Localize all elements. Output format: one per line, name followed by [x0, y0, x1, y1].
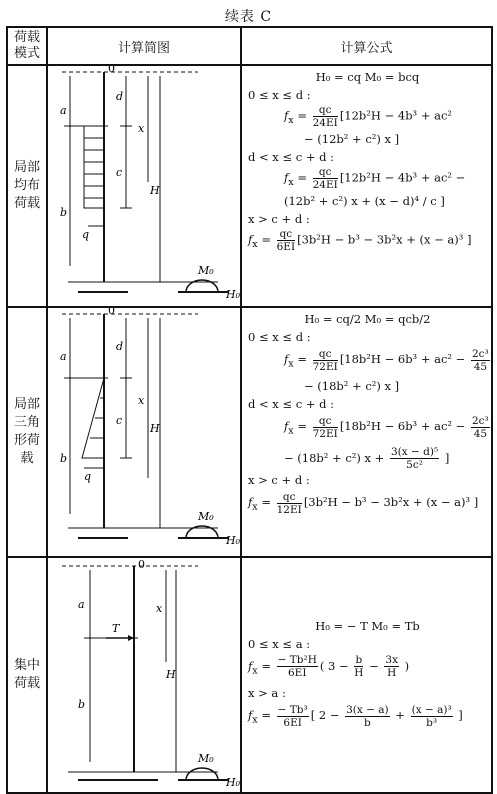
formula-line: $f_x$ = $\frac{qc}{72EI}$ [18b²H − 6b³ + ac² − $\frac{\text{2c³}}{45}$ [284, 347, 489, 373]
formula-line: x > c + d : [248, 211, 310, 226]
formula-line: x > c + d : [248, 473, 310, 488]
label-c: c [116, 166, 123, 179]
mode-cell [7, 65, 47, 307]
diagram-cell [47, 65, 241, 307]
formula-line: H₀ = cq/2 M₀ = qcb/2 [304, 312, 431, 326]
label-d: d [116, 90, 124, 103]
label-H: H [150, 184, 160, 197]
row-triangular-load [7, 307, 492, 557]
table-caption: 续表 C [224, 9, 273, 25]
formula-cell [241, 307, 492, 557]
formula-line: d < x ≤ c + d : [248, 149, 335, 164]
label-x: x [138, 122, 145, 135]
formula-line: H₀ = cq M₀ = bcq [315, 70, 420, 84]
label-H0: H₀ [226, 288, 241, 301]
label-x: x [138, 394, 145, 407]
formula-line: − (12b² + c²) x ] [304, 131, 400, 146]
moment-arc [186, 768, 218, 780]
label-c: c [116, 414, 123, 427]
label-b: b [78, 698, 86, 711]
row-point-load [7, 557, 492, 793]
mode-label: 局部 均布 荷载 [13, 160, 40, 211]
formula-line: $f_x$ = $\frac{\text{− Tb²H}}{6EI}$ ( 3 − $\frac{b}{H}$ − $\frac{3x}{H}$ ) [248, 654, 410, 680]
origin-label: 0 [138, 558, 145, 571]
point-load-diagram [48, 558, 242, 788]
label-x: x [156, 602, 163, 615]
triangular-load-diagram [48, 308, 242, 552]
formula-line: − (18b² + c²) x + $\frac{\text{3(x − d)⁵}}{\text{5c²}}$ ] [284, 446, 450, 472]
formula-line: H₀ = − T M₀ = Tb [315, 618, 420, 633]
uniform-load-diagram [48, 66, 242, 302]
header-row [7, 27, 492, 65]
formula-line: 0 ≤ x ≤ a : [248, 636, 311, 651]
formula-line: x > a : [248, 686, 286, 700]
label-d: d [116, 340, 124, 353]
header-mode [7, 27, 47, 65]
formula-line: $f_x$ = $\frac{qc}{24EI}$ [12b²H − 4b³ + ac² [284, 104, 453, 129]
mode-cell [7, 307, 47, 557]
formula-line: $f_x$ = $\frac{\text{− Tb³}}{6EI}$ [ 2 − $\frac{3(x - a)}{b}$ + $\frac{\text{(x − a)³}}{\text{b³}}$ ] [248, 703, 463, 729]
label-b: b [60, 206, 68, 219]
formula-line: $f_x$ = $\frac{qc}{6EI}$ [3b²H − b³ − 3b²x + (x − a)³ ] [248, 227, 472, 253]
origin-label: 0 [108, 308, 115, 317]
mode-label: 局部 三角 形荷 载 [13, 397, 40, 466]
formula-line: $f_x$ = $\frac{qc}{12EI}$ [3b²H − b³ − 3b²x + (x − a)³ ] [248, 490, 479, 516]
diagram-cell [47, 307, 241, 557]
label-H0: H₀ [226, 776, 241, 788]
label-H: H [166, 668, 176, 681]
mode-label: 集中 荷载 [13, 658, 40, 691]
origin-label: 0 [108, 66, 115, 75]
diagram-cell [47, 557, 241, 793]
formula-cell [241, 65, 492, 307]
formula-line: 0 ≤ x ≤ d : [248, 88, 311, 102]
formula-line: $f_x$ = $\frac{qc}{72EI}$ [18b²H − 6b³ + ac² − $\frac{\text{2c³}}{45}$ [284, 414, 489, 440]
formula-table [6, 26, 493, 794]
label-a: a [78, 598, 85, 611]
label-a: a [60, 104, 67, 117]
label-M0: M₀ [198, 510, 214, 523]
header-mode-text: 荷载 模式 [13, 30, 40, 61]
label-a: a [60, 350, 67, 363]
formula-line: d < x ≤ c + d : [248, 397, 335, 412]
label-q: q [84, 470, 92, 483]
label-M0: M₀ [198, 264, 214, 277]
header-formula: 计算公式 [241, 27, 492, 65]
mode-cell [7, 557, 47, 793]
formula-line: (12b² + c²) x + (x − d)⁴ / c ] [284, 193, 445, 208]
label-H: H [150, 422, 160, 435]
formula-line: 0 ≤ x ≤ d : [248, 330, 311, 344]
formula-cell [241, 557, 492, 793]
header-diagram: 计算简图 [47, 27, 241, 65]
row-uniform-load [7, 65, 492, 307]
label-q: q [82, 228, 90, 241]
formula-line: − (18b² + c²) x ] [304, 379, 400, 394]
label-T: T [112, 622, 120, 635]
label-H0: H₀ [226, 534, 241, 547]
label-b: b [60, 452, 68, 465]
label-M0: M₀ [198, 752, 214, 765]
formula-line: $f_x$ = $\frac{qc}{24EI}$ [12b²H − 4b³ + ac² − [284, 165, 466, 191]
